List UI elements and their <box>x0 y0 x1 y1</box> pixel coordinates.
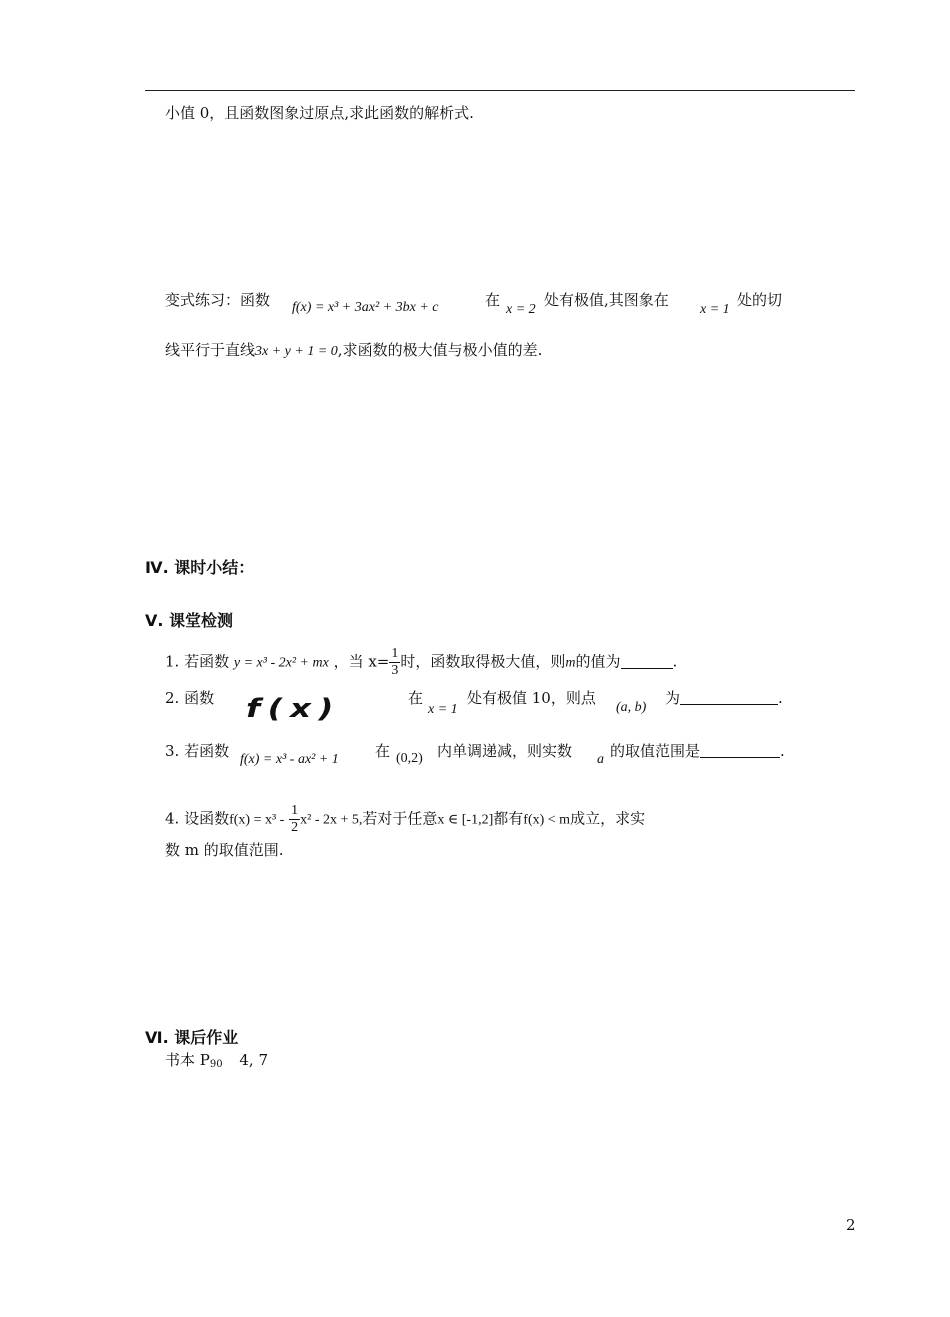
text-question: ,求函数的极大值与极小值的差. <box>337 341 543 359</box>
question-3-function <box>240 752 339 768</box>
section-title: Ⅴ. 课堂检测 <box>145 611 234 630</box>
section-homework-title <box>145 1025 238 1048</box>
numerator: 1 <box>391 646 399 661</box>
variant-label: 变式练习：函数 <box>165 291 271 309</box>
variant-text-zai <box>485 290 500 310</box>
variant-text-2 <box>544 290 669 310</box>
denominator: 2 <box>291 820 299 835</box>
variant-x2 <box>506 302 536 318</box>
q1-function: y = x³ - 2x² + mx <box>233 655 329 671</box>
answer-blank[interactable] <box>700 743 780 758</box>
variant-text-3 <box>737 290 782 310</box>
variant-exercise-line2 <box>165 340 542 362</box>
q2-text: 处有极值 10，则点 <box>467 689 596 707</box>
homework-book: 书本 P <box>165 1051 210 1069</box>
q4-all: 都有 <box>493 809 524 828</box>
page-number <box>846 1215 856 1235</box>
q1-when: ，当 x= <box>333 652 390 671</box>
answer-blank[interactable] <box>680 690 778 705</box>
variant-exercise-line1 <box>165 290 270 310</box>
question-2-rest <box>467 688 596 708</box>
question-2-label <box>165 688 214 708</box>
fraction-one-third <box>389 646 400 679</box>
text-extreme: 处有极值,其图象在 <box>544 291 669 309</box>
variant-x1 <box>700 302 730 318</box>
homework-page-sub: 90 <box>209 1059 223 1070</box>
section-title: Ⅵ. 课后作业 <box>145 1028 239 1047</box>
period: . <box>672 652 678 671</box>
question-3-label <box>165 741 229 761</box>
text-zai: 在 <box>408 689 424 707</box>
function-expression: = x³ + 3ax² + 3bx + c <box>314 300 439 315</box>
page-number-text: 2 <box>846 1216 856 1234</box>
interval: (0,2) <box>396 751 423 766</box>
question-3-interval <box>396 751 423 767</box>
period: . <box>780 742 785 760</box>
section-summary-title <box>145 555 254 578</box>
fraction-one-half <box>289 803 300 836</box>
line-equation: 3x + y + 1 = 0 <box>255 344 338 359</box>
q4-inequality: f(x) < m <box>523 812 571 828</box>
q4-ask: 数 m 的取值范围. <box>165 841 284 859</box>
paragraph-text: 小值 0，且函数图象过原点,求此函数的解析式. <box>165 104 474 122</box>
question-1 <box>165 646 677 679</box>
question-4-line1 <box>165 803 645 836</box>
function-name: f(x) <box>292 300 312 315</box>
point-ab: (a, b) <box>616 700 647 715</box>
question-2-answer <box>665 688 783 708</box>
q1-var-m: m <box>565 655 576 671</box>
text-zai: 在 <box>485 291 501 309</box>
question-3-var <box>597 752 604 768</box>
question-2-zai <box>408 688 423 708</box>
q2-function-image <box>246 694 341 724</box>
var-a: a <box>597 752 604 767</box>
q2-wei: 为 <box>665 689 681 707</box>
period: . <box>778 689 783 707</box>
numerator: 1 <box>291 803 299 818</box>
question-4-line2 <box>165 840 284 860</box>
q4-for-any: 若对于任意 <box>362 809 438 828</box>
q3-prefix: 3. 若函数 <box>165 742 230 760</box>
q3-function: f(x) = x³ - ax² + 1 <box>240 752 339 767</box>
q4-function-part1: f(x) = x³ - <box>229 812 285 828</box>
section-check-title <box>145 608 233 631</box>
variant-function <box>292 300 438 316</box>
q4-function-part2: x² - 2x + 5, <box>300 812 363 828</box>
question-3-answer <box>610 741 785 761</box>
question-3-zai <box>375 741 390 761</box>
header-rule <box>145 90 855 91</box>
condition-x1: x = 1 <box>700 302 730 317</box>
q4-holds: 成立，求实 <box>570 809 646 828</box>
homework-problems: 4, 7 <box>239 1051 269 1069</box>
q1-prefix: 1. 若函数 <box>165 652 230 671</box>
question-3-text <box>437 741 572 761</box>
question-2-x1 <box>428 702 458 718</box>
q2-prefix: 2. 函数 <box>165 689 215 707</box>
condition-x2: x = 2 <box>506 302 536 317</box>
text-zai: 在 <box>375 742 391 760</box>
text-tangent: 处的切 <box>737 291 783 309</box>
text-parallel: 线平行于直线 <box>165 341 256 359</box>
q3-ask: 的取值范围是 <box>610 742 701 760</box>
section-title: Ⅳ. 课时小结： <box>145 558 255 577</box>
q3-text: 内单调递减，则实数 <box>437 742 573 760</box>
answer-blank[interactable] <box>621 654 673 669</box>
q4-domain: x ∈ [-1,2] <box>437 812 494 828</box>
denominator: 3 <box>391 663 399 678</box>
q1-text: 时，函数取得极大值，则 <box>400 652 566 671</box>
function-fx-large: f(x) <box>246 694 341 724</box>
question-2-point <box>616 700 646 716</box>
homework-line <box>165 1050 268 1075</box>
q4-prefix: 4. 设函数 <box>165 809 230 828</box>
condition-x1: x = 1 <box>428 702 458 717</box>
q1-ask: 的值为 <box>575 652 621 671</box>
paragraph-continuation <box>165 103 474 123</box>
